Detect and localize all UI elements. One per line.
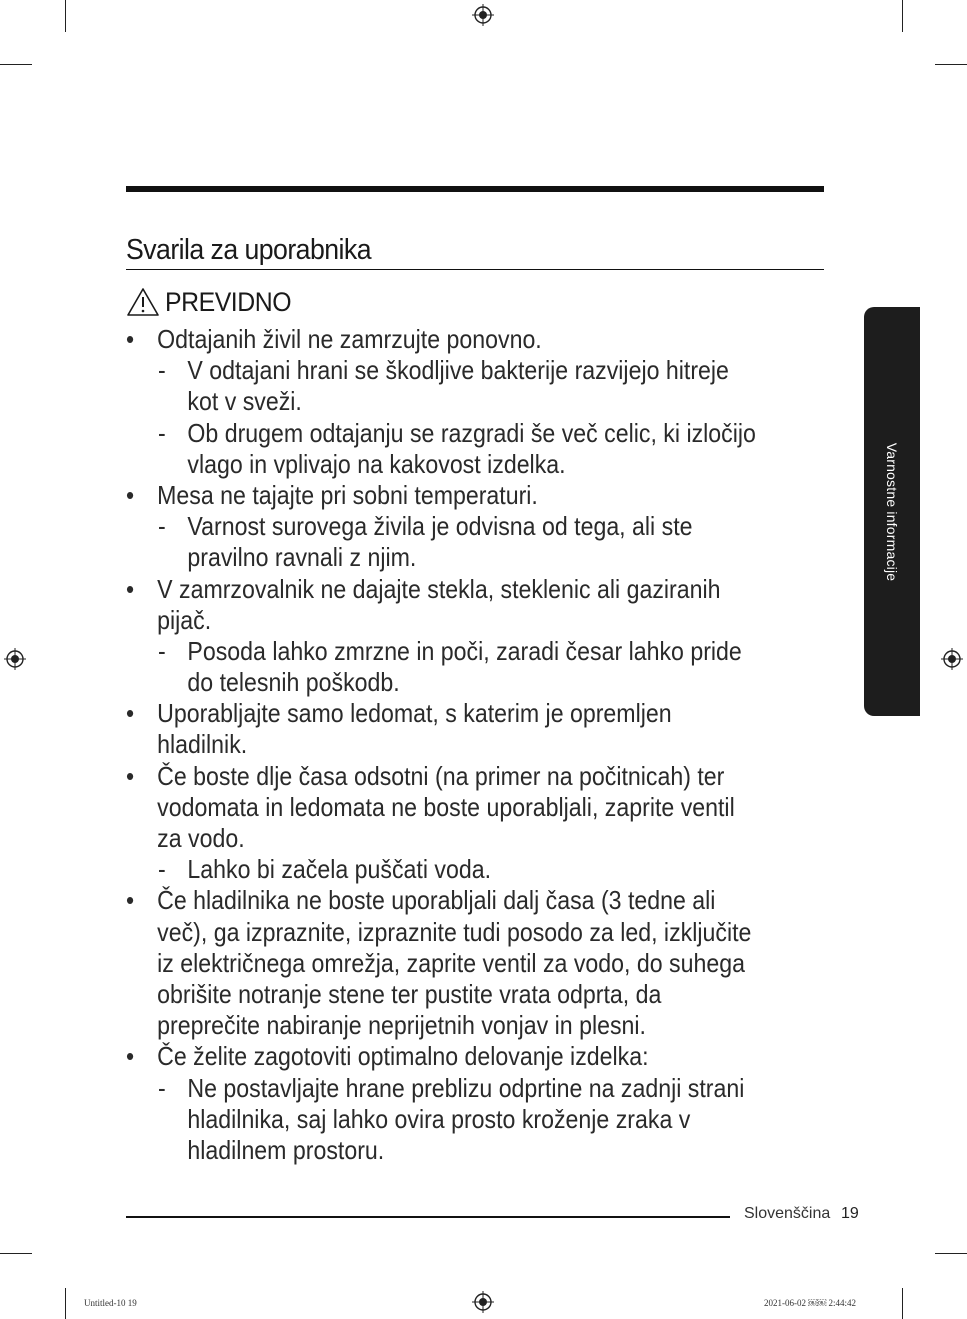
item-continuation <box>126 1010 740 1041</box>
page-number: 19 <box>841 1205 859 1222</box>
warning-triangle-icon <box>126 287 160 317</box>
item-continuation <box>126 667 740 698</box>
bullet-item <box>126 885 740 916</box>
crop-mark <box>935 64 967 65</box>
registration-mark-icon <box>472 1291 494 1313</box>
crop-mark <box>902 0 903 32</box>
item-text: hladilnem prostoru. <box>187 1134 385 1165</box>
registration-mark-icon <box>4 648 26 670</box>
item-continuation <box>126 979 740 1010</box>
bullet-mark: • <box>126 1041 135 1072</box>
crop-mark <box>0 64 32 65</box>
item-text: V zamrzovalnik ne dajajte stekla, steklenic ali gaziranih <box>157 573 721 604</box>
item-text: Posoda lahko zmrzne in poči, zaradi česar lahko pride <box>187 635 742 666</box>
sub-item <box>126 417 756 449</box>
item-continuation <box>126 386 740 417</box>
title-rule <box>126 269 824 270</box>
dash-mark: - <box>158 511 166 542</box>
item-text: Če želite zagotoviti optimalno delovanje izdelka: <box>157 1041 649 1072</box>
item-text: pravilno ravnali z njim. <box>187 542 417 573</box>
item-continuation <box>126 605 740 636</box>
item-text: obrišite notranje stene ter pustite vrata odprta, da <box>157 978 662 1009</box>
item-text: za vodo. <box>157 823 245 853</box>
item-continuation <box>126 916 752 948</box>
item-text: Če hladilnika ne boste uporabljali dalj časa (3 tedne ali <box>157 885 716 916</box>
item-continuation <box>126 449 740 480</box>
bullet-mark: • <box>126 698 135 729</box>
item-continuation <box>126 947 745 979</box>
crop-mark <box>902 1288 903 1319</box>
caution-heading <box>126 284 302 320</box>
item-text: Mesa ne tajajte pri sobni temperaturi. <box>157 479 538 510</box>
dash-mark: - <box>158 635 166 666</box>
item-text: več), ga izpraznite, izpraznite tudi posodo za led, izključite <box>157 916 752 947</box>
bullet-mark: • <box>126 885 135 916</box>
item-continuation <box>126 729 740 760</box>
print-slug-left: Untitled-10 19 <box>84 1298 137 1308</box>
crop-mark <box>65 0 66 32</box>
caution-list <box>126 324 816 1166</box>
bullet-mark: • <box>126 573 135 604</box>
registration-mark-icon <box>941 648 963 670</box>
item-continuation <box>126 1104 740 1135</box>
item-text: pijač. <box>157 604 212 635</box>
item-text: Ob drugem odtajanju se razgradi še več celic, ki izločijo <box>187 417 756 448</box>
sub-item <box>126 355 740 386</box>
registration-mark-icon <box>472 4 494 26</box>
crop-mark <box>65 1288 66 1319</box>
bullet-mark: • <box>126 324 135 354</box>
bullet-item <box>126 761 740 792</box>
caution-label: PREVIDNO <box>165 286 292 317</box>
footer-rule <box>126 1216 730 1218</box>
item-text: Uporabljajte samo ledomat, s katerim je opremljen <box>157 698 672 729</box>
item-continuation <box>126 1135 740 1166</box>
bullet-item <box>126 480 740 511</box>
item-text: vlago in vplivajo na kakovost izdelka. <box>187 448 566 479</box>
print-slug-right: 2021-06-02 ￼￼ 2:44:42 <box>764 1298 856 1308</box>
dash-mark: - <box>158 417 166 448</box>
item-text: V odtajani hrani se škodljive bakterije razvijejo hitreje <box>187 355 729 386</box>
side-tab <box>864 307 920 716</box>
bullet-item <box>126 324 740 355</box>
top-rule <box>126 186 824 192</box>
item-text: vodomata in ledomata ne boste uporabljali, zaprite ventil <box>157 791 735 822</box>
sub-item <box>126 636 740 667</box>
item-text: Ne postavljajte hrane preblizu odprtine na zadnji strani <box>187 1072 745 1103</box>
footer-language: Slovenščina <box>744 1205 831 1222</box>
item-text: Varnost surovega živila je odvisna od tega, ali ste <box>187 511 693 542</box>
sub-item <box>126 511 740 542</box>
item-text: Odtajanih živil ne zamrzujte ponovno. <box>157 324 542 354</box>
item-text: iz električnega omrežja, zaprite ventil za vodo, do suhega <box>157 947 745 978</box>
sub-item <box>126 854 740 885</box>
item-text: do telesnih poškodb. <box>187 667 400 698</box>
item-text: hladilnik. <box>157 729 248 760</box>
item-text: hladilnika, saj lahko ovira prosto kroženje zraka v <box>187 1103 691 1134</box>
dash-mark: - <box>158 854 166 885</box>
item-text: Lahko bi začela puščati voda. <box>187 854 492 885</box>
side-tab-label: Varnostne informacije <box>884 442 900 581</box>
item-continuation <box>126 542 740 573</box>
item-continuation <box>126 792 740 823</box>
dash-mark: - <box>158 355 166 386</box>
item-text: Če boste dlje časa odsotni (na primer na počitnicah) ter <box>157 760 725 791</box>
sub-item <box>126 1072 745 1104</box>
item-text: kot v sveži. <box>187 386 302 417</box>
bullet-mark: • <box>126 760 135 791</box>
section-title: Svarila za uporabnika <box>126 234 371 266</box>
crop-mark <box>0 1253 32 1254</box>
dash-mark: - <box>158 1072 166 1103</box>
bullet-item <box>126 698 740 729</box>
item-continuation <box>126 823 740 854</box>
bullet-item <box>126 1041 740 1072</box>
crop-mark <box>935 1253 967 1254</box>
bullet-mark: • <box>126 479 135 510</box>
bullet-item <box>126 574 740 605</box>
item-text: preprečite nabiranje neprijetnih vonjav in plesni. <box>157 1010 646 1041</box>
